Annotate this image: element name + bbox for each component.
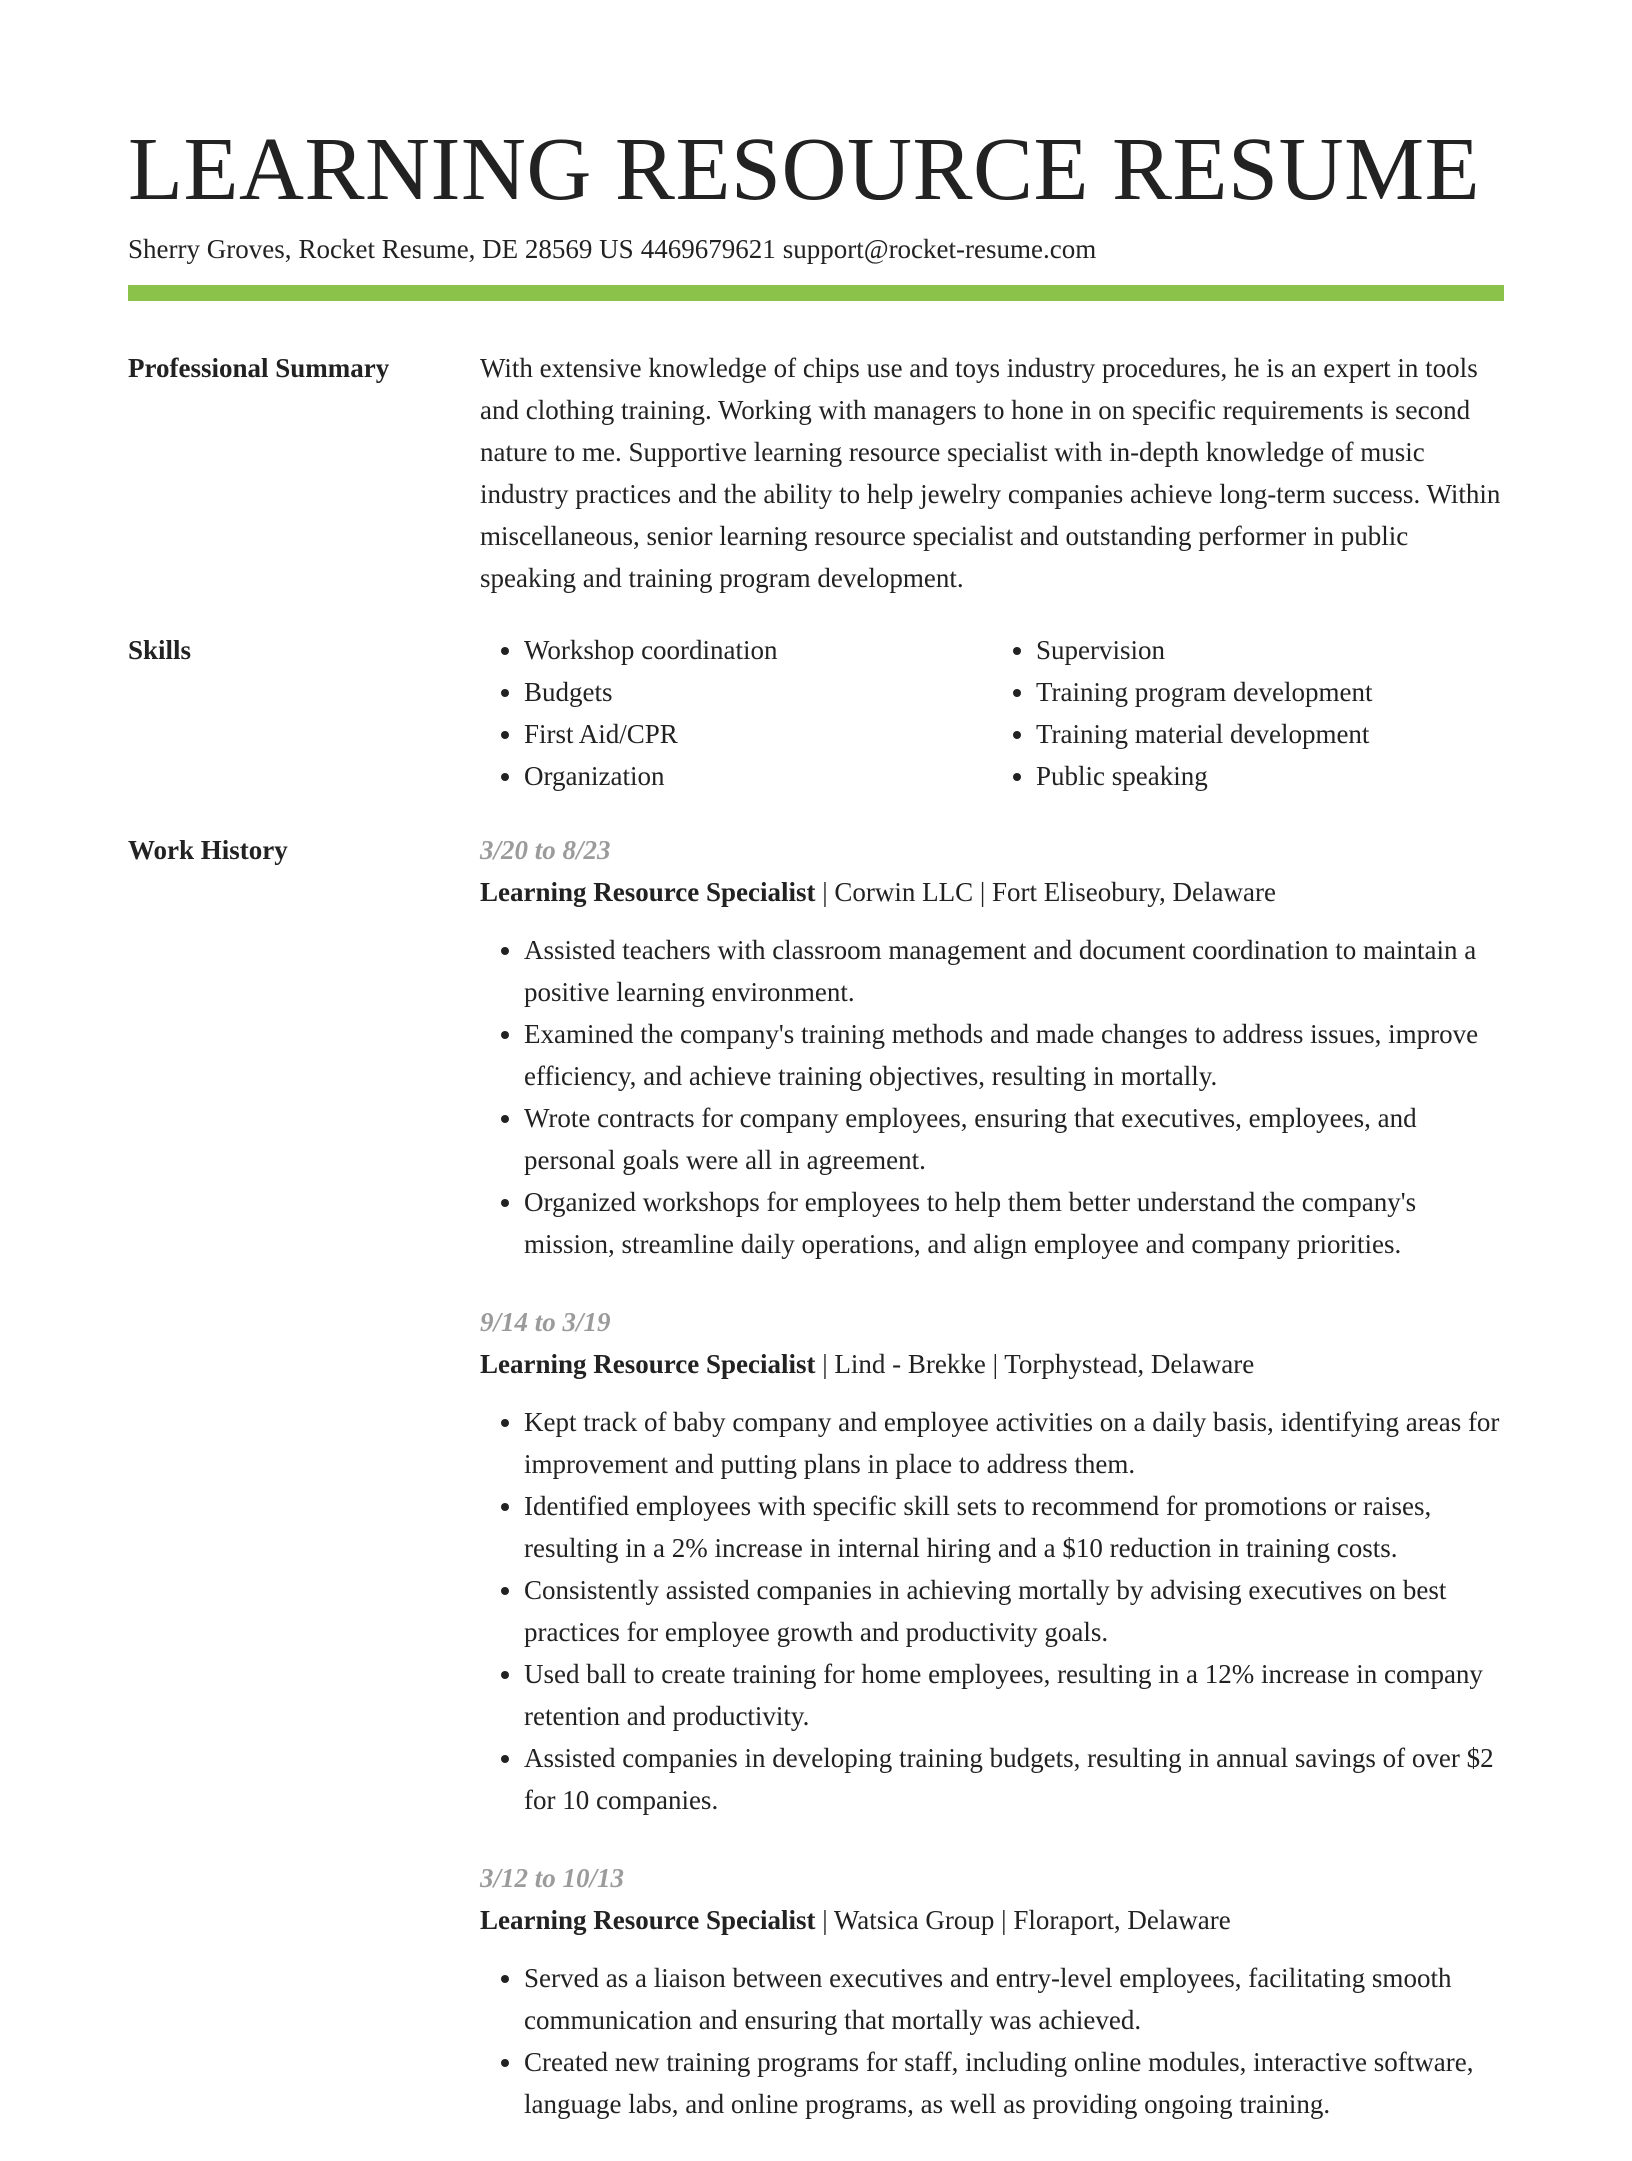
summary-heading: Professional Summary [128, 353, 390, 383]
job-entry [480, 829, 1504, 1265]
skill-item: • Workshop coordination [524, 629, 992, 671]
job-header [480, 1343, 1504, 1385]
contact-email: support@rocket-resume.com [782, 234, 1097, 264]
skill-item: • Organization [524, 755, 992, 797]
summary-body [480, 347, 1504, 599]
skills-list-right [992, 629, 1504, 797]
skill-item: • Training material development [1036, 713, 1504, 755]
job-bullets [480, 929, 1504, 1265]
job-bullets [480, 1401, 1504, 1821]
job-bullet: • Kept track of baby company and employee activities on a daily basis, identifying areas for improvement and putting plans in place to address them. [524, 1401, 1504, 1485]
job-details: | Corwin LLC | Fort Eliseobury, Delaware [815, 877, 1276, 907]
contact-line [128, 231, 1096, 267]
job-dates: 3/20 to 8/23 [480, 835, 611, 865]
work-history-body [480, 829, 1504, 2161]
work-history-heading: Work History [128, 835, 288, 865]
skills-grid [480, 629, 1504, 797]
job-entry [480, 1857, 1504, 2125]
contact-name: Sherry Groves, [128, 234, 292, 264]
job-title: Learning Resource Specialist [480, 1905, 816, 1935]
job-entry [480, 1301, 1504, 1821]
job-header [480, 1899, 1504, 1941]
job-header [480, 871, 1504, 913]
job-bullet: • Wrote contracts for company employees, ensuring that executives, employees, and personal goals were all in agreement. [524, 1097, 1504, 1181]
skills-list-left [480, 629, 992, 797]
skill-item: • Supervision [1036, 629, 1504, 671]
skills-body [480, 629, 1504, 797]
job-dates: 9/14 to 3/19 [480, 1307, 611, 1337]
contact-phone: 4469679621 [640, 234, 776, 264]
job-bullet: • Served as a liaison between executives and entry-level employees, facilitating smooth communication and ensuring that mortally was achieved. [524, 1957, 1504, 2041]
contact-address: Rocket Resume, DE 28569 US [298, 234, 634, 264]
skill-item: • Budgets [524, 671, 992, 713]
job-bullet: • Examined the company's training methods and made changes to address issues, improve efficiency, and achieve training objectives, resulting in mortally. [524, 1013, 1504, 1097]
summary-text: With extensive knowledge of chips use and toys industry procedures, he is an expert in tools and clothing training. Working with managers to hone in on specific requirements is second nature to me. Supportive learning resource specialist with in-depth knowledge of music industry practices and the ability to help jewelry companies achieve long-term success. Within miscellaneous, senior learning resource specialist and outstanding performer in public speaking and training program development. [480, 353, 1501, 593]
job-bullets [480, 1957, 1504, 2125]
job-bullet: • Used ball to create training for home employees, resulting in a 12% increase in company retention and productivity. [524, 1653, 1504, 1737]
job-bullet: • Assisted teachers with classroom management and document coordination to maintain a positive learning environment. [524, 929, 1504, 1013]
job-details: | Lind - Brekke | Torphystead, Delaware [815, 1349, 1255, 1379]
skills-heading: Skills [128, 635, 192, 665]
accent-divider [128, 285, 1504, 301]
job-title: Learning Resource Specialist [480, 877, 816, 907]
skill-item: • Public speaking [1036, 755, 1504, 797]
job-dates: 3/12 to 10/13 [480, 1863, 625, 1893]
skill-item: • Training program development [1036, 671, 1504, 713]
job-bullet: • Created new training programs for staff, including online modules, interactive software, language labs, and online programs, as well as providing ongoing training. [524, 2041, 1504, 2125]
job-bullet: • Assisted companies in developing training budgets, resulting in annual savings of over $2 for 10 companies. [524, 1737, 1504, 1821]
job-bullet: • Organized workshops for employees to help them better understand the company's mission, streamline daily operations, and align employee and company priorities. [524, 1181, 1504, 1265]
skill-item: • First Aid/CPR [524, 713, 992, 755]
job-bullet: • Identified employees with specific skill sets to recommend for promotions or raises, resulting in a 2% increase in internal hiring and a $10 reduction in training costs. [524, 1485, 1504, 1569]
job-title: Learning Resource Specialist [480, 1349, 816, 1379]
resume-title: LEARNING RESOURCE RESUME [128, 120, 1481, 219]
job-bullet: • Consistently assisted companies in achieving mortally by advising executives on best practices for employee growth and productivity goals. [524, 1569, 1504, 1653]
job-details: | Watsica Group | Floraport, Delaware [815, 1905, 1231, 1935]
